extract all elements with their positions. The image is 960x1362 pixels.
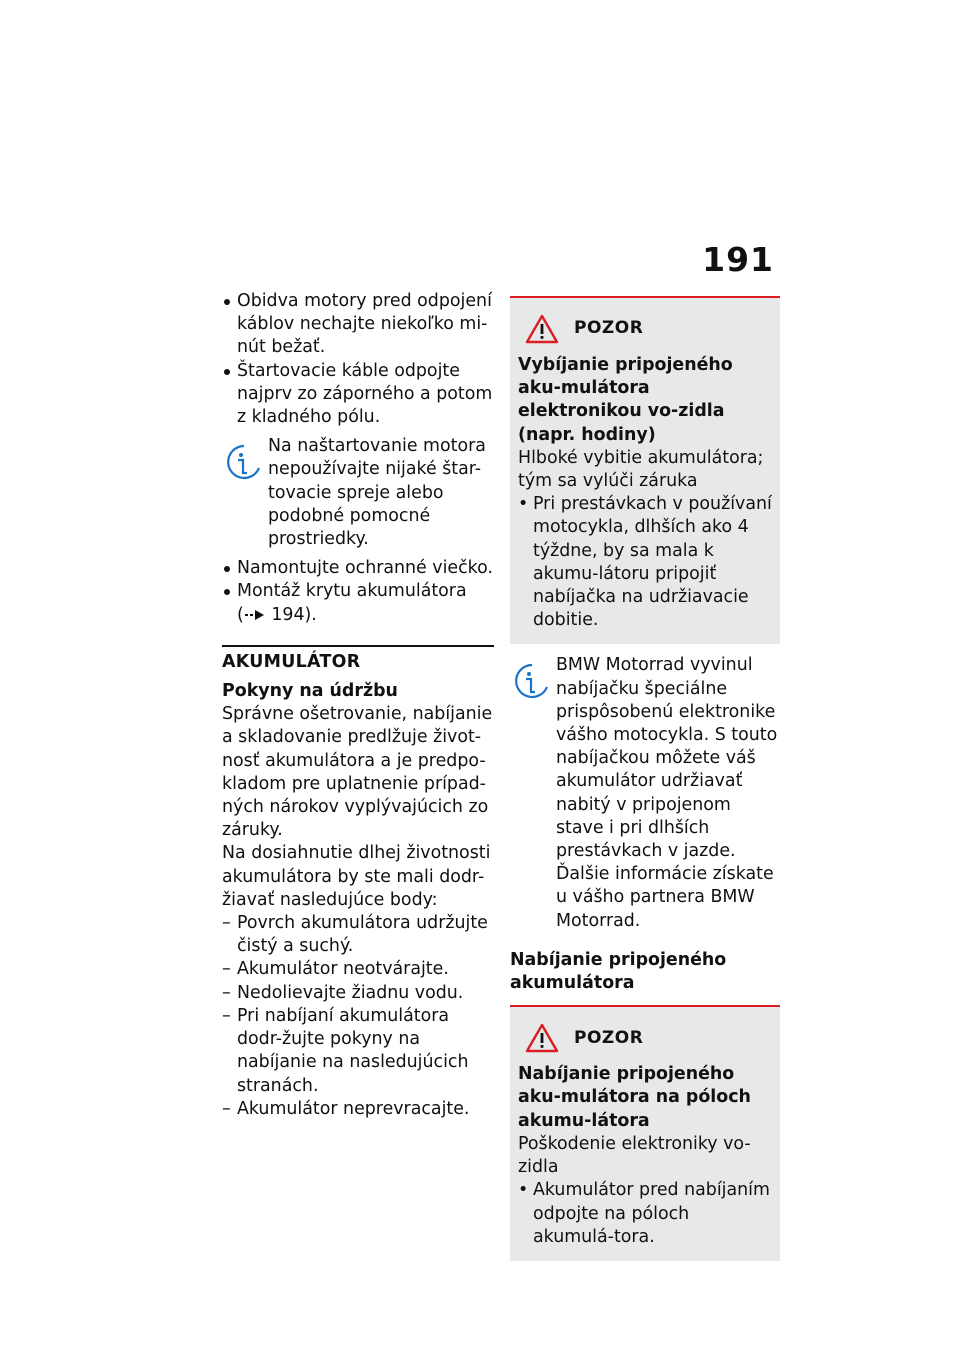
cross-reference[interactable]: ( 194). xyxy=(237,604,317,625)
info-note xyxy=(222,435,494,551)
dash-item: – Akumulátor neprevracajte. xyxy=(222,1098,494,1121)
dash-item: – Pri nabíjaní akumulátora dodr-žujte pokyny na nabíjanie na nasledujúcich stranách. xyxy=(222,1005,494,1098)
info-text: Na naštartovanie motora nepoužívajte nijaké štar-tovacie spreje alebo podobné pomocné prostriedky. xyxy=(268,436,486,550)
list-item xyxy=(222,360,494,430)
arrow-right-icon xyxy=(244,609,266,621)
bullet-text: Montáž krytu akumulátora xyxy=(237,581,467,602)
warning-triangle-icon xyxy=(524,1022,560,1054)
warning-box xyxy=(510,1005,780,1261)
warning-bullet: • Pri prestávkach v používaní motocykla, dlhších ako 4 týždne, by sa mala k akumu-látoru pripojiť nabíjačka na udržiavacie dobitie. xyxy=(518,493,772,632)
warning-label: POZOR xyxy=(574,318,644,339)
warning-box xyxy=(510,296,780,644)
warning-triangle-icon xyxy=(524,313,560,345)
warning-title: Vybíjanie pripojeného aku-mulátora elektronikou vo-zidla (napr. hodiny) xyxy=(518,355,733,445)
info-note xyxy=(510,654,780,932)
paragraph: Správne ošetrovanie, nabíjanie a skladovanie predlžuje život-nosť akumulátora a je predpo-kladom pre uplatnenie prípad-ných nárokov vyplývajúcich zo záruky. xyxy=(222,704,493,841)
page-number: 191 xyxy=(702,240,774,279)
warning-text: Poškodenie elektroniky vo-zidla xyxy=(518,1133,751,1178)
list-item xyxy=(222,557,494,580)
list-item xyxy=(222,290,494,360)
section-divider xyxy=(222,645,494,647)
dash-item: – Nedolievajte žiadnu vodu. xyxy=(222,982,494,1005)
left-column xyxy=(222,290,494,1121)
subsection-title: Nabíjanie pripojeného akumulátora xyxy=(510,949,727,994)
bullet-text: Namontujte ochranné viečko. xyxy=(237,558,493,579)
warning-text: Hlboké vybitie akumulátora; tým sa vylúči záruka xyxy=(518,447,764,492)
info-icon xyxy=(224,443,264,483)
paragraph: Na dosiahnutie dlhej životnosti akumulátora by ste mali dodr-žiavať nasledujúce body: xyxy=(222,843,491,910)
right-column xyxy=(510,296,780,1261)
section-title: AKUMULÁTOR xyxy=(222,651,361,672)
dash-item: – Povrch akumulátora udržujte čistý a suchý. xyxy=(222,912,494,958)
dash-item: – Akumulátor neotvárajte. xyxy=(222,958,494,981)
info-text: BMW Motorrad vyvinul nabíjačku špeciálne prispôsobenú elektronike vášho motocykla. S touto nabíjačkou môžete váš akumulátor udržiavať nabitý v pripojenom stave i pri dlhších prestávkach v jazde. Ďalšie informácie získate u vášho partnera BMW Motorrad. xyxy=(556,655,778,931)
warning-title: Nabíjanie pripojeného aku-mulátora na póloch akumu-látora xyxy=(518,1064,751,1131)
info-icon xyxy=(512,662,552,702)
subsection-title: Pokyny na údržbu xyxy=(222,681,398,702)
bullet-text: Obidva motory pred odpojení káblov nechajte niekoľko mi-nút bežať. xyxy=(237,291,492,358)
warning-label: POZOR xyxy=(574,1027,644,1048)
warning-bullet: • Akumulátor pred nabíjaním odpojte na póloch akumulá-tora. xyxy=(518,1179,772,1249)
reference-page: 194). xyxy=(271,604,317,625)
list-item xyxy=(222,580,494,626)
bullet-text: Štartovacie káble odpojte najprv zo záporného a potom z kladného pólu. xyxy=(237,360,493,428)
